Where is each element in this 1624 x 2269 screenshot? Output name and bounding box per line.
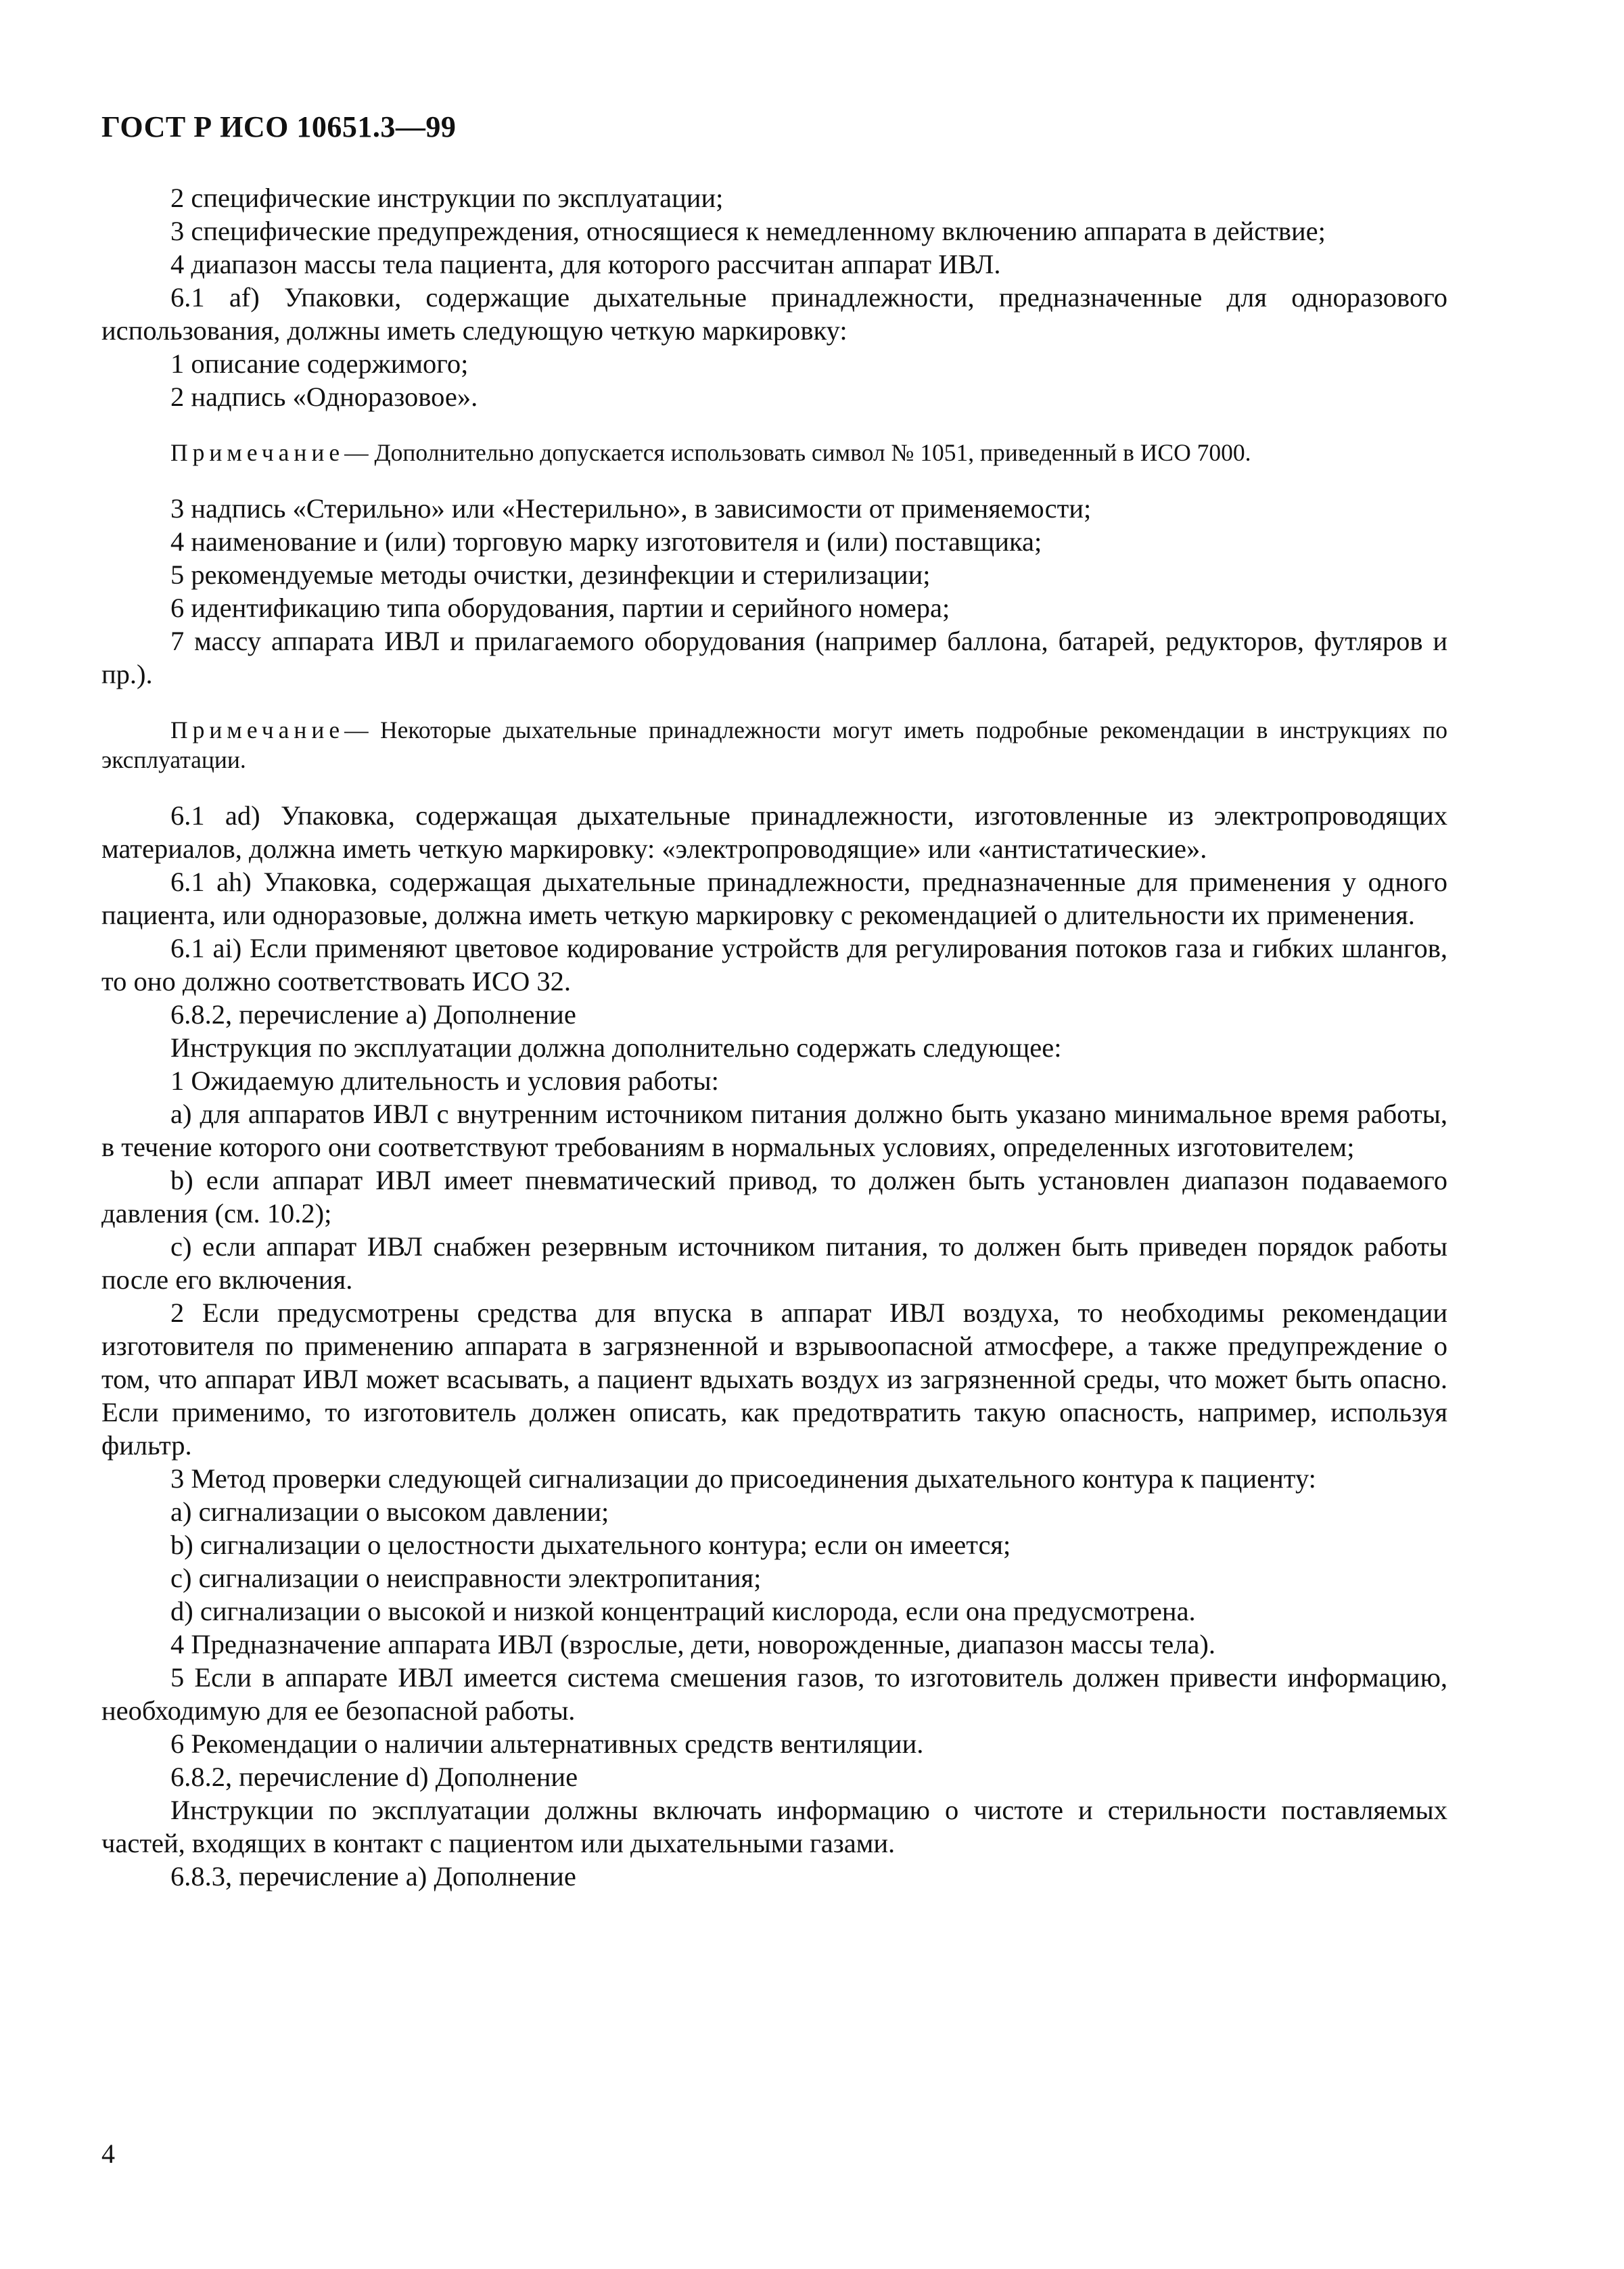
paragraph: Инструкции по эксплуатации должны включать информацию о чистоте и стерильности поставляемых частей, входящих в контакт с пациентом или дыхательными газами.: [101, 1795, 1447, 1858]
page-number: 4: [101, 2138, 115, 2169]
paragraph: c) сигнализации о неисправности электропитания;: [170, 1563, 762, 1593]
paragraph: 1 описание содержимого;: [170, 348, 469, 379]
paragraph: Инструкция по эксплуатации должна дополнительно содержать следующее:: [170, 1032, 1062, 1063]
paragraph: 1 Ожидаемую длительность и условия работы:: [170, 1065, 719, 1096]
paragraph: b) если аппарат ИВЛ имеет пневматический привод, то должен быть установлен диапазон подаваемого давления (см. 10.2);: [101, 1165, 1447, 1229]
paragraph: 6.1 ah) Упаковка, содержащая дыхательные принадлежности, предназначенные для применения у одного пациента, или одноразовые, должна иметь четкую маркировку с рекомендацией о длительности их применения.: [101, 867, 1447, 930]
paragraph: 4 Предназначение аппарата ИВЛ (взрослые, дети, новорожденные, диапазон массы тела).: [170, 1629, 1216, 1659]
paragraph: 5 рекомендуемые методы очистки, дезинфекции и стерилизации;: [170, 559, 931, 590]
paragraph: 6 идентификацию типа оборудования, партии и серийного номера;: [170, 593, 950, 623]
paragraph: 3 специфические предупреждения, относящиеся к немедленному включению аппарата в действие;: [170, 216, 1326, 246]
paragraph: 6.1 af) Упаковки, содержащие дыхательные принадлежности, предназначенные для одноразового использования, должны иметь следующую четкую маркировку:: [101, 282, 1447, 346]
paragraph: 6.8.2, перечисление d) Дополнение: [170, 1762, 578, 1792]
note-text: — Дополнительно допускается использовать символ № 1051, приведенный в ИСО 7000.: [344, 439, 1251, 466]
paragraph: 3 надпись «Стерильно» или «Нестерильно», в зависимости от применяемости;: [170, 493, 1092, 524]
note-label: Примечание: [170, 439, 345, 466]
paragraph: a) для аппаратов ИВЛ с внутренним источником питания должно быть указано минимальное время работы, в течение которого они соответствуют требованиям в нормальных условиях, определенных изготовителем;: [101, 1099, 1447, 1162]
note-text: — Некоторые дыхательные принадлежности могут иметь подробные рекомендации в инструкциях по эксплуатации.: [101, 716, 1447, 773]
paragraph: 3 Метод проверки следующей сигнализации до присоединения дыхательного контура к пациенту:: [170, 1463, 1316, 1494]
paragraph: 6.1 ai) Если применяют цветовое кодирование устройств для регулирования потоков газа и гибких шлангов, то оно должно соответствовать ИСО 32.: [101, 933, 1447, 996]
note: [101, 438, 1447, 467]
paragraph: 6.8.3, перечисление а) Дополнение: [170, 1861, 576, 1892]
paragraph: 2 надпись «Одноразовое».: [170, 382, 478, 412]
paragraph: c) если аппарат ИВЛ снабжен резервным источником питания, то должен быть приведен порядок работы после его включения.: [101, 1231, 1447, 1295]
paragraph: 5 Если в аппарате ИВЛ имеется система смешения газов, то изготовитель должен привести информацию, необходимую для ее безопасной работы.: [101, 1662, 1447, 1726]
paragraph: 6 Рекомендации о наличии альтернативных средств вентиляции.: [170, 1728, 924, 1759]
paragraph: a) сигнализации о высоком давлении;: [170, 1496, 609, 1527]
paragraph: 4 наименование и (или) торговую марку изготовителя и (или) поставщика;: [170, 526, 1042, 557]
document-header: ГОСТ Р ИСО 10651.3—99: [101, 110, 457, 143]
paragraph: 2 Если предусмотрены средства для впуска в аппарат ИВЛ воздуха, то необходимы рекомендации изготовителя по применению аппарата в загрязненной и взрывоопасной атмосфере, а также предупреждение о том, что аппарат ИВЛ может всасывать, а пациент вдыхать воздух из загрязненной среды, что может быть опасно. Если применимо, то изготовитель должен описать, как предотвратить такую опасность, например, используя фильтр.: [101, 1298, 1447, 1461]
note: [101, 715, 1447, 775]
paragraph: 6.8.2, перечисление а) Дополнение: [170, 999, 576, 1030]
paragraph: 4 диапазон массы тела пациента, для которого рассчитан аппарат ИВЛ.: [170, 249, 1001, 279]
note-label: Примечание: [170, 716, 345, 743]
document-body: [101, 181, 1447, 1893]
paragraph: b) сигнализации о целостности дыхательного контура; если он имеется;: [170, 1530, 1011, 1560]
paragraph: 7 массу аппарата ИВЛ и прилагаемого оборудования (например баллона, батарей, редукторов, футляров и пр.).: [101, 626, 1447, 689]
paragraph: 2 специфические инструкции по эксплуатации;: [170, 183, 724, 213]
paragraph: d) сигнализации о высокой и низкой концентраций кислорода, если она предусмотрена.: [170, 1596, 1196, 1626]
paragraph: 6.1 ad) Упаковка, содержащая дыхательные принадлежности, изготовленные из электропроводящих материалов, должна иметь четкую маркировку: «электропроводящие» или «антистатические».: [101, 800, 1447, 864]
